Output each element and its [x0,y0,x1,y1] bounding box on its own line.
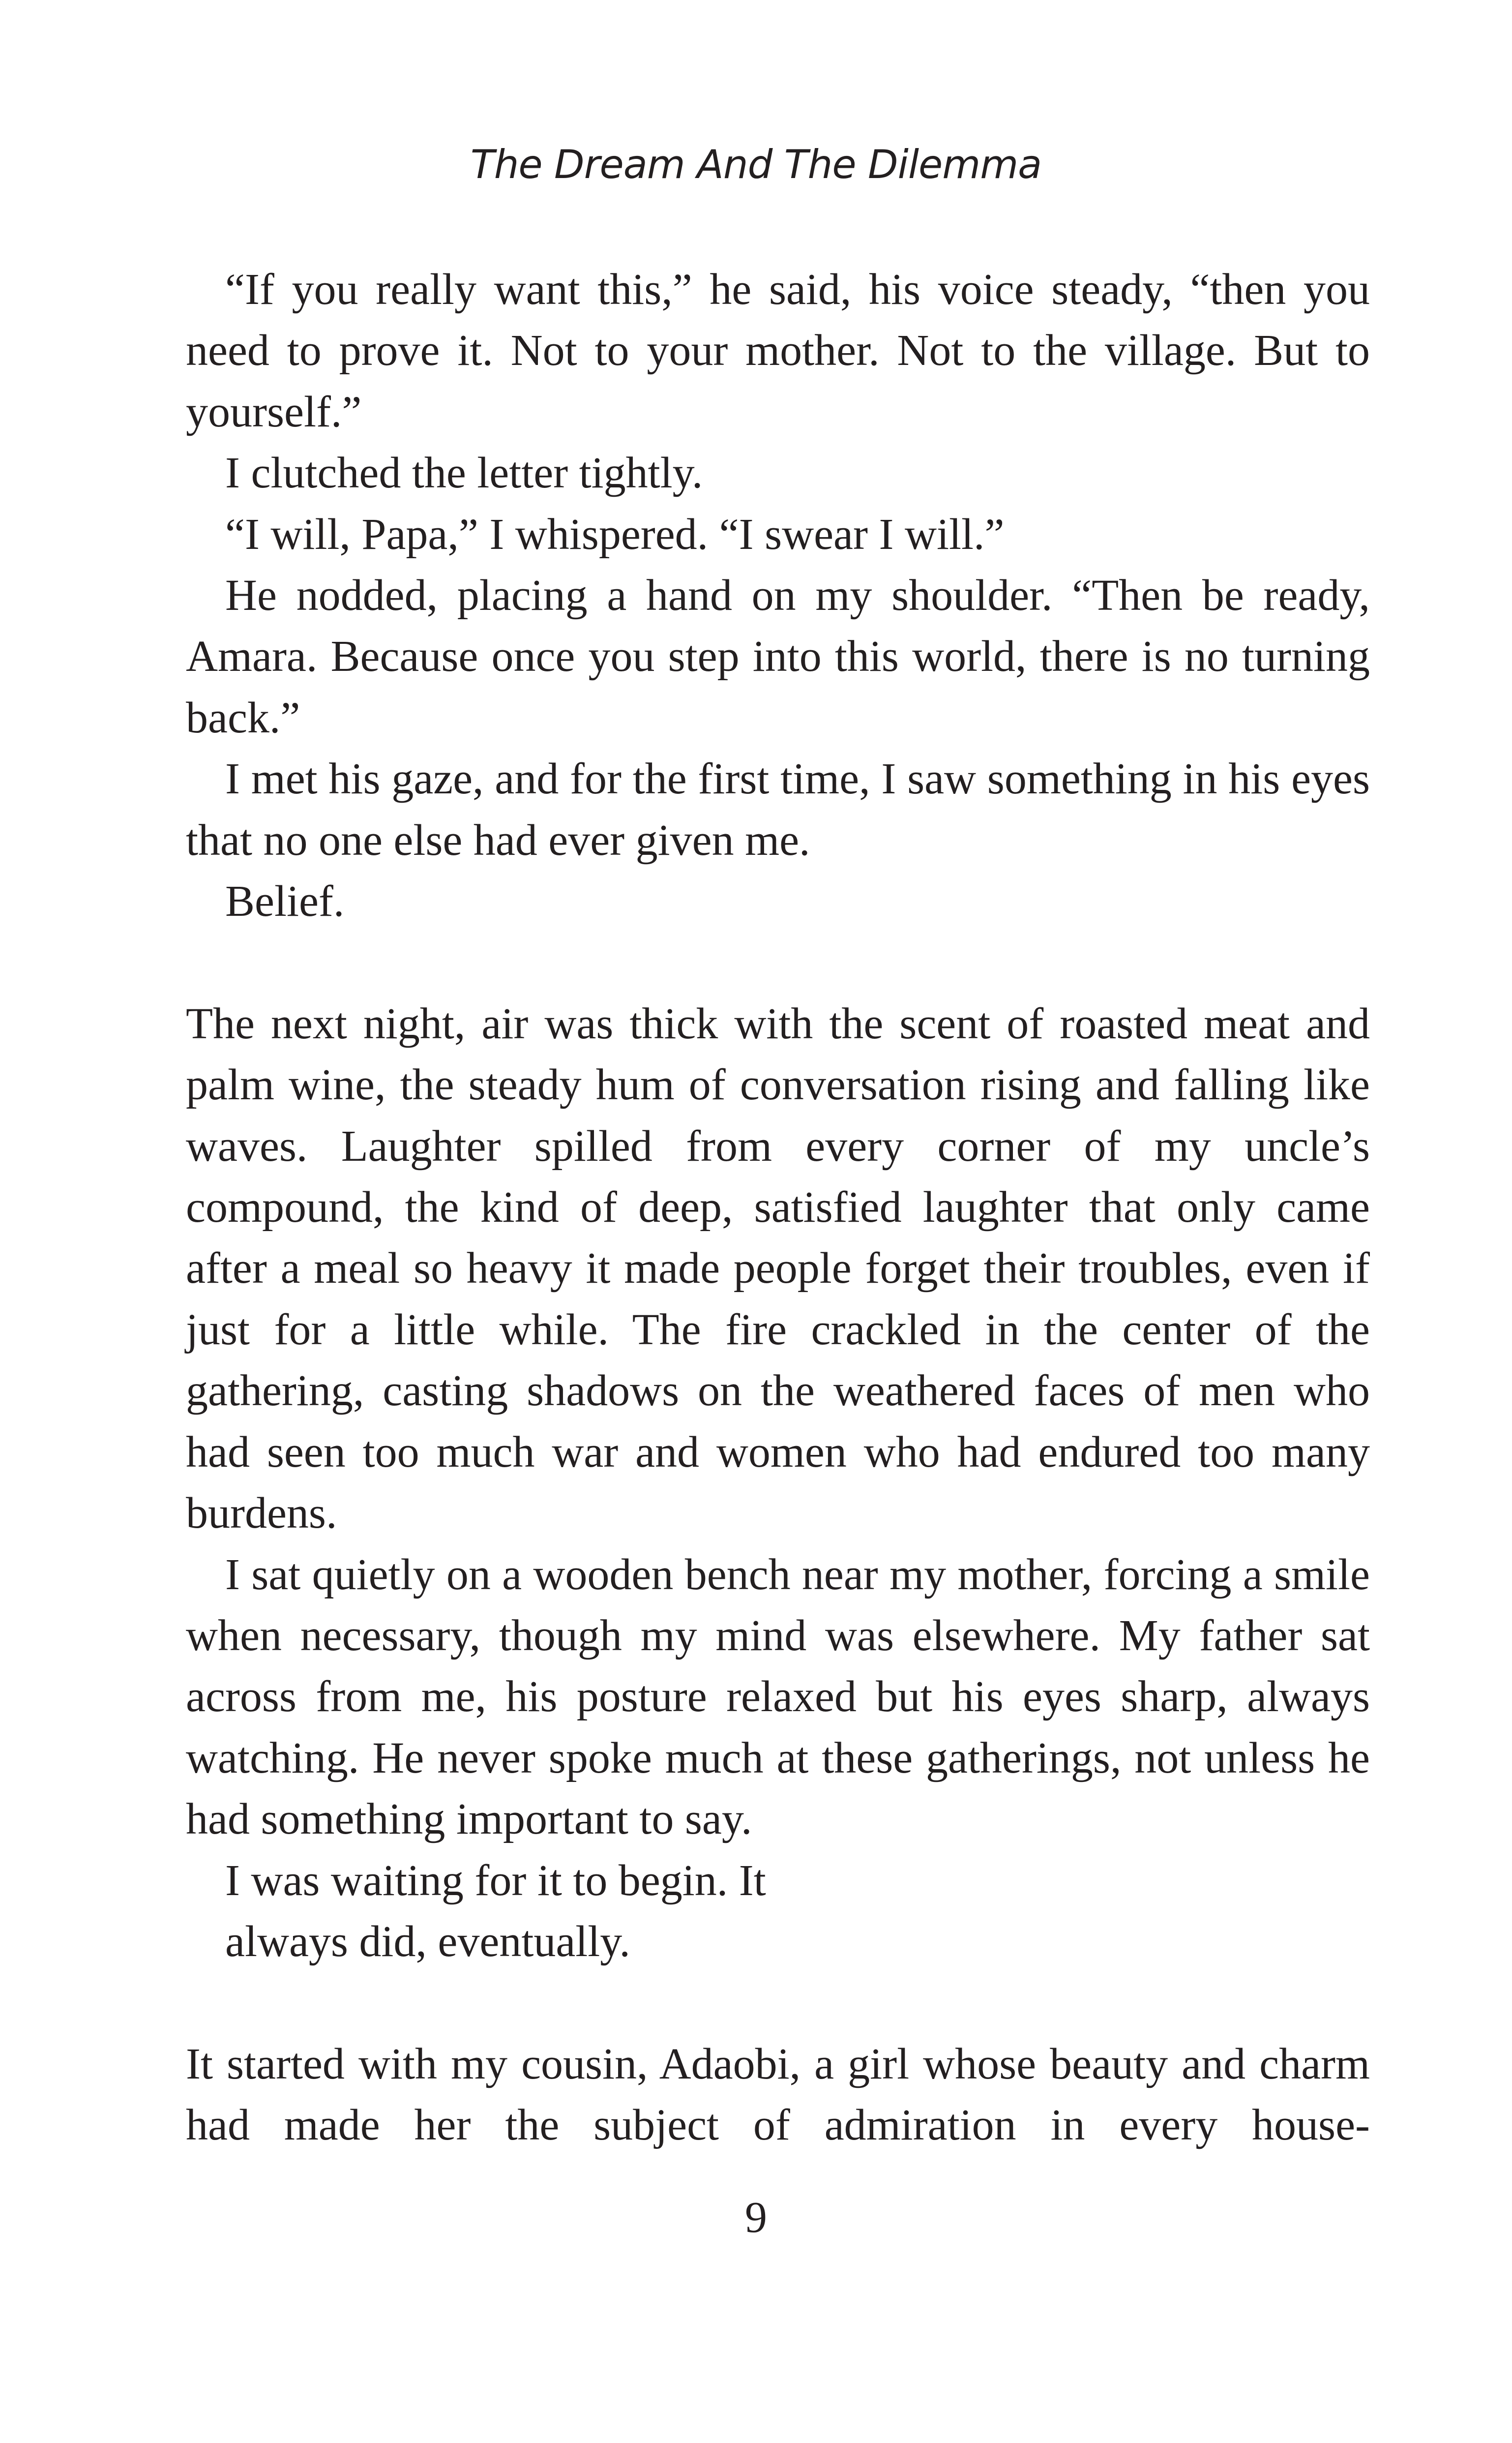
paragraph: always did, eventually. [225,1917,630,1966]
paragraph: I clutched the letter tightly. [225,449,703,498]
page-number: 9 [745,2193,767,2242]
paragraph: “I will, Papa,” I whispered. “I swear I will.” [225,510,1005,559]
paragraph: He nodded, placing a hand on my shoulder. “Then be ready, Amara. Because once you step into this world, there is no turning back.” [186,571,1370,742]
paragraph: Belief. [225,877,345,926]
paragraph: “If you really want this,” he said, his voice steady, “then you need to prove it. Not to your mother. Not to the village. But to yourself.” [186,265,1370,436]
paragraph: I was waiting for it to begin. It [225,1856,766,1905]
running-title: The Dream And The Dilemma [470,142,1042,187]
paragraph: The next night, air was thick with the scent of roasted meat and palm wine, the steady hum of conversation rising and falling like waves. Laughter spilled from every corner of my uncle’s compound, the kind of deep, satisfied laughter that only came after a meal so heavy it made people forget their troubles, even if just for a little while. The fire crackled in the center of the gathering, casting shadows on the weathered faces of men who had seen too much war and women who had endured too many burdens. [186,999,1370,1538]
body-text [186,259,1370,2156]
paragraph: It started with my cousin, Adaobi, a girl whose beauty and charm had made her the subject of admiration in every house- [186,2039,1370,2150]
paragraph: I met his gaze, and for the first time, I saw something in his eyes that no one else had ever given me. [186,754,1370,865]
paragraph: I sat quietly on a wooden bench near my mother, forcing a smile when necessary, though my mind was elsewhere. My father sat across from me, his posture relaxed but his eyes sharp, always watching. He never spoke much at these gatherings, not unless he had something important to say. [186,1550,1370,1844]
